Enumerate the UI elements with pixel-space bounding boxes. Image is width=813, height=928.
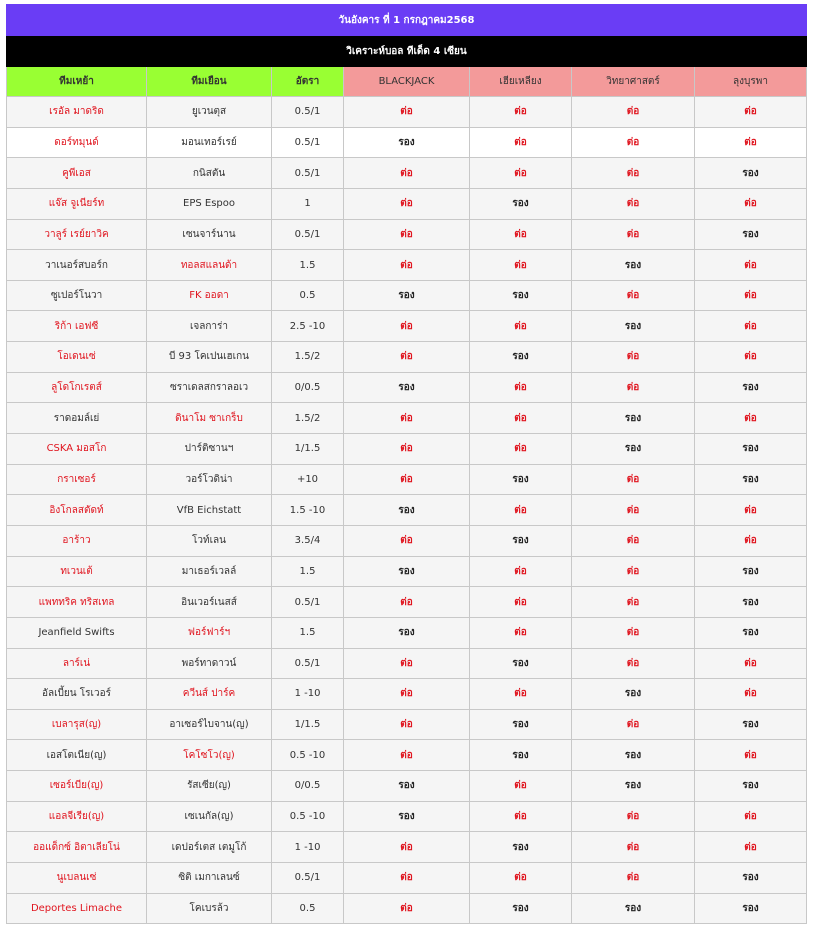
away-team: อาเซอร์ไบจาน(ญ) xyxy=(147,709,272,740)
expert-pick: รอง xyxy=(695,771,807,802)
table-row xyxy=(7,617,807,648)
odds-value: 1 -10 xyxy=(272,679,344,710)
expert-pick: รอง xyxy=(572,403,695,434)
expert-pick: ต่อ xyxy=(344,188,470,219)
expert-pick: รอง xyxy=(470,525,572,556)
odds-value: 0/0.5 xyxy=(272,771,344,802)
expert-pick: รอง xyxy=(470,709,572,740)
expert-pick: ต่อ xyxy=(695,679,807,710)
expert-pick: รอง xyxy=(572,893,695,924)
expert-pick: ต่อ xyxy=(572,556,695,587)
home-team: Jeanfield Swifts xyxy=(7,617,147,648)
away-team: รัสเซีย(ญ) xyxy=(147,771,272,802)
away-team: มาเธอร์เวลล์ xyxy=(147,556,272,587)
odds-value: 1/1.5 xyxy=(272,434,344,465)
expert-pick: ต่อ xyxy=(470,556,572,587)
odds-value: 1.5 -10 xyxy=(272,495,344,526)
expert-pick: รอง xyxy=(695,556,807,587)
expert-pick: ต่อ xyxy=(470,771,572,802)
expert-pick: ต่อ xyxy=(572,587,695,618)
expert-pick: ต่อ xyxy=(470,127,572,158)
expert-pick: ต่อ xyxy=(344,403,470,434)
expert-pick: ต่อ xyxy=(695,832,807,863)
odds-value: 3.5/4 xyxy=(272,525,344,556)
expert-pick: ต่อ xyxy=(344,679,470,710)
home-team: อัลเบี้ยน โรเวอร์ xyxy=(7,679,147,710)
header-away: ทีมเยือน xyxy=(147,67,272,97)
expert-pick: รอง xyxy=(572,771,695,802)
expert-pick: ต่อ xyxy=(344,311,470,342)
expert-pick: ต่อ xyxy=(470,219,572,250)
odds-value: 0.5/1 xyxy=(272,648,344,679)
away-team: โวท์เลน xyxy=(147,525,272,556)
expert-pick: รอง xyxy=(572,250,695,281)
expert-pick: ต่อ xyxy=(344,464,470,495)
table-row xyxy=(7,434,807,465)
away-team: ซิติ เมกาเลนซ์ xyxy=(147,863,272,894)
expert-pick: ต่อ xyxy=(470,403,572,434)
expert-pick: ต่อ xyxy=(572,648,695,679)
analysis-table xyxy=(6,4,807,924)
table-row xyxy=(7,219,807,250)
expert-pick: ต่อ xyxy=(344,893,470,924)
home-team: วาเนอร์สบอร์ก xyxy=(7,250,147,281)
away-team: ปาร์ติซานฯ xyxy=(147,434,272,465)
away-team: EPS Espoo xyxy=(147,188,272,219)
away-team: เดปอร์เตส เตมูโก้ xyxy=(147,832,272,863)
expert-pick: ต่อ xyxy=(470,311,572,342)
expert-pick: ต่อ xyxy=(572,832,695,863)
expert-pick: รอง xyxy=(695,464,807,495)
away-team: ซราเดลสกราลอเว xyxy=(147,372,272,403)
expert-pick: ต่อ xyxy=(572,97,695,128)
odds-value: 1 xyxy=(272,188,344,219)
odds-value: 1 -10 xyxy=(272,832,344,863)
home-team: คูพีเอส xyxy=(7,158,147,189)
expert-pick: รอง xyxy=(344,771,470,802)
odds-value: 0.5/1 xyxy=(272,219,344,250)
expert-pick: รอง xyxy=(470,648,572,679)
home-team: CSKA มอสโก xyxy=(7,434,147,465)
table-row xyxy=(7,464,807,495)
expert-pick: ต่อ xyxy=(470,863,572,894)
expert-pick: รอง xyxy=(695,863,807,894)
odds-value: 0.5/1 xyxy=(272,863,344,894)
home-team: อิงโกลสตัดท์ xyxy=(7,495,147,526)
expert-pick: ต่อ xyxy=(572,617,695,648)
home-team: เซอร์เบีย(ญ) xyxy=(7,771,147,802)
expert-pick: ต่อ xyxy=(344,434,470,465)
expert-pick: ต่อ xyxy=(695,311,807,342)
expert-pick: รอง xyxy=(572,311,695,342)
expert-pick: ต่อ xyxy=(344,158,470,189)
expert-pick: ต่อ xyxy=(572,525,695,556)
odds-value: 0.5/1 xyxy=(272,97,344,128)
expert-pick: ต่อ xyxy=(695,250,807,281)
expert-pick: ต่อ xyxy=(344,863,470,894)
home-team: วาลูร์ เรย์ยาวิค xyxy=(7,219,147,250)
expert-pick: รอง xyxy=(572,434,695,465)
home-team: ทเวนเต้ xyxy=(7,556,147,587)
table-row xyxy=(7,188,807,219)
home-team: กราเซอร์ xyxy=(7,464,147,495)
expert-pick: ต่อ xyxy=(572,280,695,311)
expert-pick: รอง xyxy=(572,679,695,710)
home-team: โอเดนเซ่ xyxy=(7,342,147,373)
table-row xyxy=(7,372,807,403)
expert-pick: ต่อ xyxy=(572,464,695,495)
away-team: ยูเวนตุส xyxy=(147,97,272,128)
expert-pick: รอง xyxy=(695,617,807,648)
expert-pick: รอง xyxy=(470,280,572,311)
expert-pick: ต่อ xyxy=(695,97,807,128)
expert-pick: ต่อ xyxy=(344,219,470,250)
expert-pick: ต่อ xyxy=(572,863,695,894)
expert-pick: ต่อ xyxy=(470,679,572,710)
header-expert-science: วิทยาศาสตร์ xyxy=(572,67,695,97)
odds-value: 1.5 xyxy=(272,556,344,587)
expert-pick: รอง xyxy=(695,893,807,924)
expert-pick: ต่อ xyxy=(344,525,470,556)
odds-value: 0.5/1 xyxy=(272,127,344,158)
expert-pick: ต่อ xyxy=(695,188,807,219)
table-row xyxy=(7,280,807,311)
away-team: กนิสตัน xyxy=(147,158,272,189)
table-row xyxy=(7,403,807,434)
away-team: เซเนกัล(ญ) xyxy=(147,801,272,832)
odds-value: 1/1.5 xyxy=(272,709,344,740)
home-team: ราดอมล์เย่ xyxy=(7,403,147,434)
home-team: แพททริค ทริสเทล xyxy=(7,587,147,618)
expert-pick: รอง xyxy=(344,801,470,832)
expert-pick: รอง xyxy=(695,219,807,250)
expert-pick: รอง xyxy=(344,495,470,526)
expert-pick: ต่อ xyxy=(344,648,470,679)
expert-pick: รอง xyxy=(572,740,695,771)
home-team: อาร้าว xyxy=(7,525,147,556)
table-row xyxy=(7,679,807,710)
odds-value: 2.5 -10 xyxy=(272,311,344,342)
expert-pick: ต่อ xyxy=(470,587,572,618)
expert-pick: รอง xyxy=(695,587,807,618)
expert-pick: ต่อ xyxy=(695,403,807,434)
header-expert-blackjack: BLACKJACK xyxy=(344,67,470,97)
table-row xyxy=(7,863,807,894)
expert-pick: ต่อ xyxy=(695,280,807,311)
away-team: ควีนส์ ปาร์ค xyxy=(147,679,272,710)
expert-pick: ต่อ xyxy=(572,127,695,158)
table-row xyxy=(7,709,807,740)
header-expert-hia-liang: เฮียเหลียง xyxy=(470,67,572,97)
header-odds: อัตรา xyxy=(272,67,344,97)
expert-pick: ต่อ xyxy=(344,250,470,281)
expert-pick: รอง xyxy=(470,188,572,219)
table-row xyxy=(7,771,807,802)
expert-pick: รอง xyxy=(695,158,807,189)
odds-value: 1.5 xyxy=(272,250,344,281)
table-row xyxy=(7,250,807,281)
home-team: Deportes Limache xyxy=(7,893,147,924)
odds-value: 1.5 xyxy=(272,617,344,648)
table-row xyxy=(7,832,807,863)
expert-pick: ต่อ xyxy=(470,434,572,465)
table-row xyxy=(7,158,807,189)
expert-pick: ต่อ xyxy=(695,342,807,373)
odds-value: 0.5 xyxy=(272,893,344,924)
away-team: VfB Eichstatt xyxy=(147,495,272,526)
expert-pick: ต่อ xyxy=(470,495,572,526)
table-row xyxy=(7,556,807,587)
table-row xyxy=(7,311,807,342)
home-team: แจ๊ส จูเนียร์ท xyxy=(7,188,147,219)
table-row xyxy=(7,648,807,679)
page-title: วันอังคาร ที่ 1 กรกฎาคม2568 xyxy=(7,5,807,36)
table-row xyxy=(7,127,807,158)
home-team: ลาร์เน่ xyxy=(7,648,147,679)
table-row xyxy=(7,587,807,618)
away-team: มอนเทอร์เรย์ xyxy=(147,127,272,158)
home-team: ดอร์ทมุนด์ xyxy=(7,127,147,158)
home-team: แอลจีเรีย(ญ) xyxy=(7,801,147,832)
odds-value: 0.5/1 xyxy=(272,587,344,618)
odds-value: 0.5 -10 xyxy=(272,801,344,832)
expert-pick: รอง xyxy=(470,740,572,771)
home-team: เรอัล มาดริด xyxy=(7,97,147,128)
expert-pick: ต่อ xyxy=(572,709,695,740)
away-team: ทอลสแลนด้า xyxy=(147,250,272,281)
odds-value: 0.5 xyxy=(272,280,344,311)
table-row xyxy=(7,893,807,924)
table-row xyxy=(7,97,807,128)
expert-pick: รอง xyxy=(344,372,470,403)
expert-pick: รอง xyxy=(344,556,470,587)
home-team: เบลารุส(ญ) xyxy=(7,709,147,740)
home-team: เอสโตเนีย(ญ) xyxy=(7,740,147,771)
expert-pick: รอง xyxy=(344,617,470,648)
home-team: ออแด็กซ์ อิตาเลียโน่ xyxy=(7,832,147,863)
home-team: ซูเปอร์โนวา xyxy=(7,280,147,311)
home-team: นูเบลนเซ่ xyxy=(7,863,147,894)
away-team: ฟอร์ฟาร์ฯ xyxy=(147,617,272,648)
expert-pick: ต่อ xyxy=(470,97,572,128)
expert-pick: ต่อ xyxy=(344,97,470,128)
expert-pick: ต่อ xyxy=(470,617,572,648)
expert-pick: รอง xyxy=(470,342,572,373)
expert-pick: ต่อ xyxy=(572,372,695,403)
away-team: ดินาโม ซาเกร็บ xyxy=(147,403,272,434)
header-expert-lung-burapha: ลุงบุรพา xyxy=(695,67,807,97)
expert-pick: รอง xyxy=(470,893,572,924)
expert-pick: ต่อ xyxy=(344,832,470,863)
expert-pick: ต่อ xyxy=(572,158,695,189)
expert-pick: ต่อ xyxy=(344,740,470,771)
away-team: อินเวอร์เนสส์ xyxy=(147,587,272,618)
table-row xyxy=(7,342,807,373)
expert-pick: ต่อ xyxy=(572,188,695,219)
expert-pick: รอง xyxy=(470,832,572,863)
expert-pick: ต่อ xyxy=(572,342,695,373)
analysis-table-container xyxy=(6,4,806,924)
expert-pick: ต่อ xyxy=(572,801,695,832)
expert-pick: ต่อ xyxy=(695,127,807,158)
header-row xyxy=(7,67,807,97)
expert-pick: ต่อ xyxy=(344,342,470,373)
table-row xyxy=(7,801,807,832)
away-team: บี 93 โคเปนเฮเกน xyxy=(147,342,272,373)
expert-pick: รอง xyxy=(344,280,470,311)
title-row xyxy=(7,5,807,36)
expert-pick: ต่อ xyxy=(572,495,695,526)
odds-value: +10 xyxy=(272,464,344,495)
expert-pick: รอง xyxy=(695,372,807,403)
expert-pick: ต่อ xyxy=(695,801,807,832)
expert-pick: รอง xyxy=(695,709,807,740)
odds-value: 1.5/2 xyxy=(272,342,344,373)
expert-pick: รอง xyxy=(695,434,807,465)
odds-value: 1.5/2 xyxy=(272,403,344,434)
odds-value: 0.5/1 xyxy=(272,158,344,189)
expert-pick: ต่อ xyxy=(470,250,572,281)
table-body xyxy=(7,97,807,924)
expert-pick: ต่อ xyxy=(695,740,807,771)
away-team: พอร์ทาดาวน์ xyxy=(147,648,272,679)
odds-value: 0/0.5 xyxy=(272,372,344,403)
expert-pick: ต่อ xyxy=(695,525,807,556)
expert-pick: ต่อ xyxy=(344,709,470,740)
page-subtitle: วิเคราะห์บอล ทีเด็ด 4 เซียน xyxy=(7,36,807,67)
away-team: โคโซโว(ญ) xyxy=(147,740,272,771)
expert-pick: ต่อ xyxy=(470,158,572,189)
away-team: เซนจาร์นาน xyxy=(147,219,272,250)
table-row xyxy=(7,525,807,556)
expert-pick: ต่อ xyxy=(695,495,807,526)
odds-value: 0.5 -10 xyxy=(272,740,344,771)
expert-pick: ต่อ xyxy=(572,219,695,250)
expert-pick: รอง xyxy=(470,464,572,495)
expert-pick: รอง xyxy=(344,127,470,158)
expert-pick: ต่อ xyxy=(470,801,572,832)
expert-pick: ต่อ xyxy=(470,372,572,403)
header-home: ทีมเหย้า xyxy=(7,67,147,97)
expert-pick: ต่อ xyxy=(695,648,807,679)
subtitle-row xyxy=(7,36,807,67)
away-team: เจลการ่า xyxy=(147,311,272,342)
expert-pick: ต่อ xyxy=(344,587,470,618)
away-team: โคเบรล้ว xyxy=(147,893,272,924)
away-team: วอร์โวดิน่า xyxy=(147,464,272,495)
table-row xyxy=(7,740,807,771)
home-team: ริก้า เอฟซี xyxy=(7,311,147,342)
away-team: FK ออดา xyxy=(147,280,272,311)
table-row xyxy=(7,495,807,526)
home-team: ลูโดโกเรตส์ xyxy=(7,372,147,403)
